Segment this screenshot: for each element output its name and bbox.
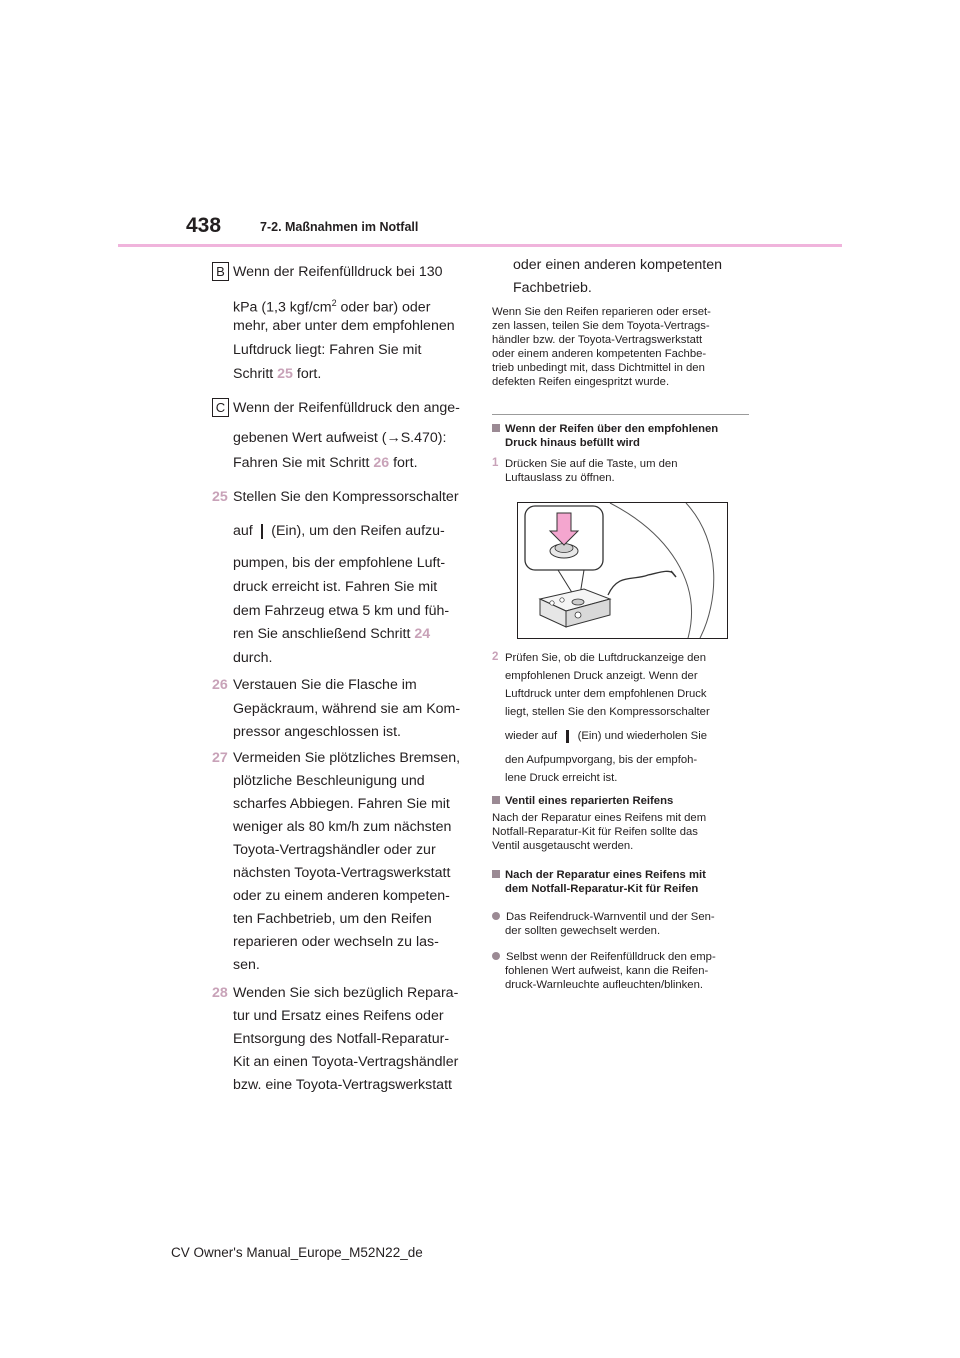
text-line: pressor angeschlossen ist. [233, 724, 401, 740]
text-line: Prüfen Sie, ob die Luftdruckanzeige den [505, 652, 706, 664]
section-divider [492, 414, 749, 415]
step-number: 26 [212, 677, 228, 693]
step-number: 2 [492, 651, 499, 663]
page-ref-link[interactable]: S.470): [400, 430, 447, 446]
bullet-item: Selbst wenn der Reifenfülldruck den emp- [492, 950, 716, 964]
text-line: pumpen, bis der empfohlene Luft- [233, 555, 446, 571]
text-line: plötzliche Beschleunigung und [233, 773, 425, 789]
text-line: Wenden Sie sich bezüglich Repara- [233, 985, 459, 1001]
text-line: oder zu einem anderen kompeten- [233, 888, 450, 904]
compressor-diagram [518, 503, 727, 638]
text-line: Fahren Sie mit Schritt 26 fort. [233, 455, 418, 471]
step-number: 1 [492, 457, 499, 469]
text-line: Druck hinaus befüllt wird [505, 437, 640, 449]
text-line: Stellen Sie den Kompressorschalter [233, 489, 459, 505]
step-number: 28 [212, 985, 228, 1001]
heading-after-repair: Nach der Reparatur eines Reifens mit [492, 868, 706, 882]
text-line: empfohlenen Druck anzeigt. Wenn der [505, 670, 698, 682]
text-line: oder einen anderen kompetenten [513, 257, 723, 273]
text-line: mehr, aber unter dem empfohlenen [233, 318, 455, 334]
text-line: tur und Ersatz eines Reifens oder [233, 1008, 444, 1024]
header-rule [118, 244, 842, 247]
text-line: weniger als 80 km/h zum nächsten [233, 819, 452, 835]
switch-on-icon [566, 730, 569, 743]
text-line: wieder auf (Ein) und wiederholen Sie [505, 730, 707, 742]
text-line: lene Druck erreicht ist. [505, 772, 618, 784]
text-line: Fachbetrieb. [513, 280, 592, 296]
page-number: 438 [186, 214, 222, 237]
text-line: reparieren oder wechseln zu las- [233, 934, 439, 950]
text-line: oder einem anderen kompetenten Fachbe- [492, 348, 707, 360]
switch-on-icon [261, 524, 264, 539]
text-line: fohlenen Wert aufweist, kann die Reifen- [505, 965, 709, 977]
bullet-item: Das Reifendruck-Warnventil und der Sen- [492, 910, 715, 924]
text-line: ren Sie anschließend Schritt 24 [233, 626, 431, 642]
round-bullet-icon [492, 952, 500, 960]
text-line: liegt, stellen Sie den Kompressorschalter [505, 706, 710, 718]
text-line: Notfall-Reparatur-Kit für Reifen sollte das [492, 826, 698, 838]
text-line: ten Fachbetrieb, um den Reifen [233, 911, 432, 927]
text-line: Wenn Sie den Reifen reparieren oder erset- [492, 306, 711, 318]
text-line: Schritt 25 fort. [233, 366, 322, 382]
square-bullet-icon [492, 424, 500, 432]
text-line: Entsorgung des Notfall-Reparatur- [233, 1031, 450, 1047]
text-line: Vermeiden Sie plötzliches Bremsen, [233, 750, 461, 766]
text-line: Luftdruck unter dem empfohlenen Druck [505, 688, 707, 700]
section-title: 7-2. Maßnahmen im Notfall [260, 220, 419, 234]
text-line: Wenn der Reifenfülldruck den ange- [233, 400, 460, 416]
text-line: Nach der Reparatur eines Reifens mit dem [492, 812, 707, 824]
square-bullet-icon [492, 796, 500, 804]
label-box-b: B [212, 262, 229, 281]
text-line: Gepäckraum, während sie am Kom- [233, 701, 461, 717]
text-line: dem Notfall-Reparatur-Kit für Reifen [505, 883, 699, 895]
text-line: bzw. eine Toyota-Vertragswerkstatt [233, 1077, 452, 1093]
text-line: auf (Ein), um den Reifen aufzu- [233, 523, 445, 539]
label-box-c: C [212, 398, 229, 417]
text-line: den Aufpumpvorgang, bis der empfoh- [505, 754, 698, 766]
square-bullet-icon [492, 870, 500, 878]
text-line: nächsten Toyota-Vertragswerkstatt [233, 865, 451, 881]
compressor-illustration [517, 502, 728, 639]
text-line: Verstauen Sie die Flasche im [233, 677, 417, 693]
text-line: scharfes Abbiegen. Fahren Sie mit [233, 796, 450, 812]
text-line: Toyota-Vertragshändler oder zur [233, 842, 436, 858]
text-line: trieb unbedingt mit, dass Dichtmittel in den [492, 362, 705, 374]
text-line: defekten Reifen eingespritzt wurde. [492, 376, 670, 388]
text-line: Ventil ausgetauscht werden. [492, 840, 634, 852]
text-line: Kit an einen Toyota-Vertragshändler [233, 1054, 459, 1070]
heading-overfilled: Wenn der Reifen über den empfohlenen [492, 422, 718, 436]
text-line: Drücken Sie auf die Taste, um den [505, 458, 678, 470]
step-number: 25 [212, 489, 228, 505]
text-line: zen lassen, teilen Sie dem Toyota-Vertrags- [492, 320, 710, 332]
footer-text: CV Owner's Manual_Europe_M52N22_de [171, 1245, 423, 1260]
text-line: Luftdruck liegt: Fahren Sie mit [233, 342, 422, 358]
text-line: sen. [233, 957, 260, 973]
text-line: händler bzw. der Toyota-Vertragswerkstatt [492, 334, 703, 346]
step-number: 27 [212, 750, 228, 766]
text-line: dem Fahrzeug etwa 5 km und füh- [233, 603, 450, 619]
text-line: kPa (1,3 kgf/$cm^2$ oder bar) oder [233, 298, 431, 316]
arrow-right-icon: → [386, 430, 401, 446]
text-line: druck erreicht ist. Fahren Sie mit [233, 579, 438, 595]
text-line: Luftauslass zu öffnen. [505, 472, 615, 484]
text-line: druck-Warnleuchte aufleuchten/blinken. [505, 979, 704, 991]
text-line: der sollten gewechselt werden. [505, 925, 661, 937]
heading-valve: Ventil eines reparierten Reifens [492, 794, 673, 808]
text-line: Wenn der Reifenfülldruck bei 130 [233, 264, 443, 280]
round-bullet-icon [492, 912, 500, 920]
text-line: gebenen Wert aufweist (→S.470): [233, 430, 447, 446]
text-line: durch. [233, 650, 273, 666]
